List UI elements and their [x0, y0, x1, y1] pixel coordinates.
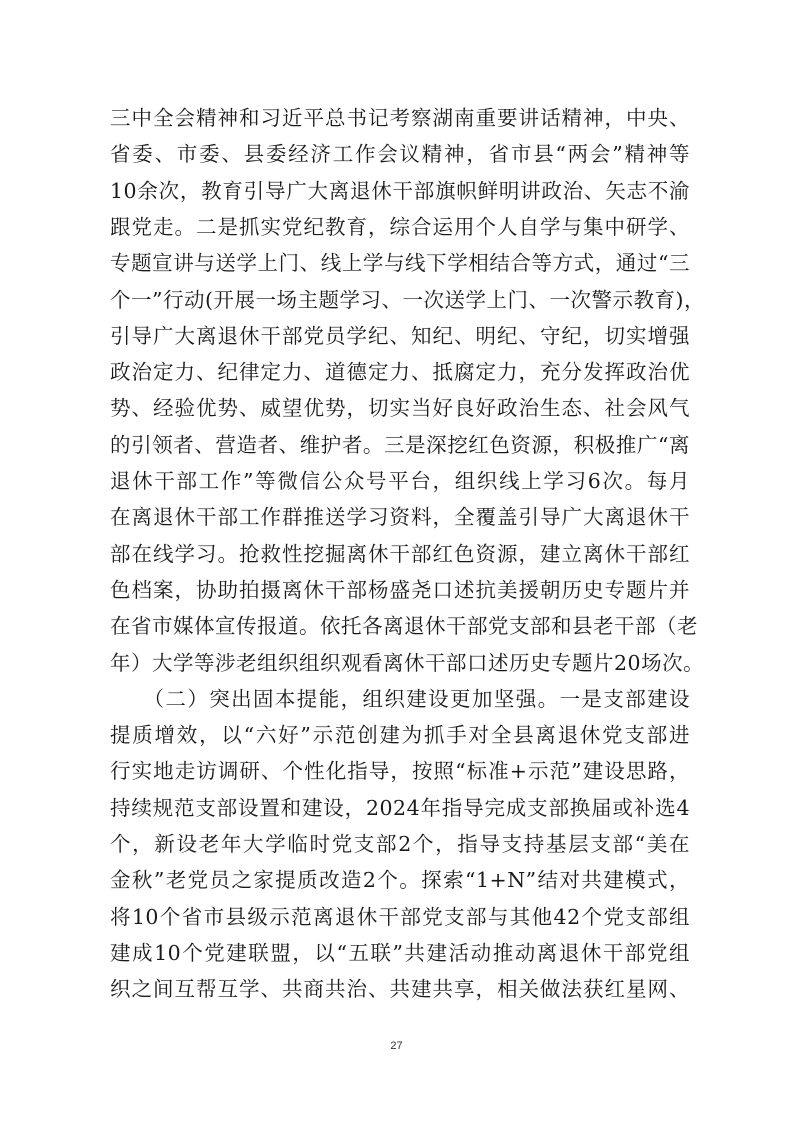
- page-number: 27: [390, 1040, 403, 1052]
- text-line: 将10个省市县级示范离退休干部党支部与其他42个党支部组: [110, 904, 690, 929]
- text-line: 在离退休干部工作群推送学习资料，全覆盖引导广大离退休干: [110, 505, 690, 530]
- text-line: 金秋”老党员之家提质改造2个。探索“1+N”结对共建模式，: [110, 868, 690, 893]
- text-line: 建成10个党建联盟，以“五联”共建活动推动离退休干部党组: [110, 940, 690, 965]
- text-line: 提质增效，以“六好”示范创建为抓手对全县离退休党支部进: [110, 723, 690, 748]
- text-line: 色档案，协助拍摄离休干部杨盛尧口述抗美援朝历史专题片并: [110, 577, 690, 602]
- text-line: 在省市媒体宣传报道。依托各离退休干部党支部和县老干部（老: [110, 614, 698, 639]
- text-line: 退休干部工作”等微信公众号平台，组织线上学习6次。每月: [110, 469, 690, 493]
- text-line: 织之间互帮互学、共商共治、共建共享，相关做法获红星网、: [110, 977, 690, 1002]
- text-line: 势、经验优势、威望优势，切实当好良好政治生态、社会风气: [110, 396, 690, 421]
- text-line: 三中全会精神和习近平总书记考察湖南重要讲话精神，中央、: [110, 106, 690, 130]
- text-line: 个，新设老年大学临时党支部2个，指导支持基层支部“美在: [110, 832, 690, 856]
- text-line: 行实地走访调研、个性化指导，按照“标准+示范”建设思路，: [110, 759, 690, 784]
- text-line: 的引领者、营造者、维护者。三是深挖红色资源，积极推广“离: [110, 432, 690, 457]
- text-line: 10余次，教育引导广大离退休干部旗帜鲜明讲政治、矢志不渝: [110, 178, 690, 203]
- text-line: 政治定力、纪律定力、道德定力、抵腐定力，充分发挥政治优: [110, 360, 690, 385]
- text-line: 年）大学等涉老组织组织观看离休干部口述历史专题片20场次。: [110, 650, 705, 675]
- text-line: 引导广大离退休干部党员学纪、知纪、明纪、守纪，切实增强: [110, 323, 690, 348]
- text-line: 部在线学习。抢救性挖掘离休干部红色资源，建立离休干部红: [110, 541, 690, 566]
- text-line: 省委、市委、县委经济工作会议精神，省市县“两会”精神等: [110, 142, 690, 167]
- text-line: 个一”行动(开展一场主题学习、一次送学上门、一次警示教育)，: [110, 287, 705, 312]
- text-line: 持续规范支部设置和建设，2024年指导完成支部换届或补选4: [110, 795, 690, 820]
- text-line: 专题宣讲与送学上门、线上学与线下学相结合等方式，通过“三: [110, 251, 690, 276]
- text-line: 跟党走。二是抓实党纪教育，综合运用个人自学与集中研学、: [110, 214, 690, 239]
- text-line: （二）突出固本提能，组织建设更加坚强。一是支部建设: [110, 686, 690, 711]
